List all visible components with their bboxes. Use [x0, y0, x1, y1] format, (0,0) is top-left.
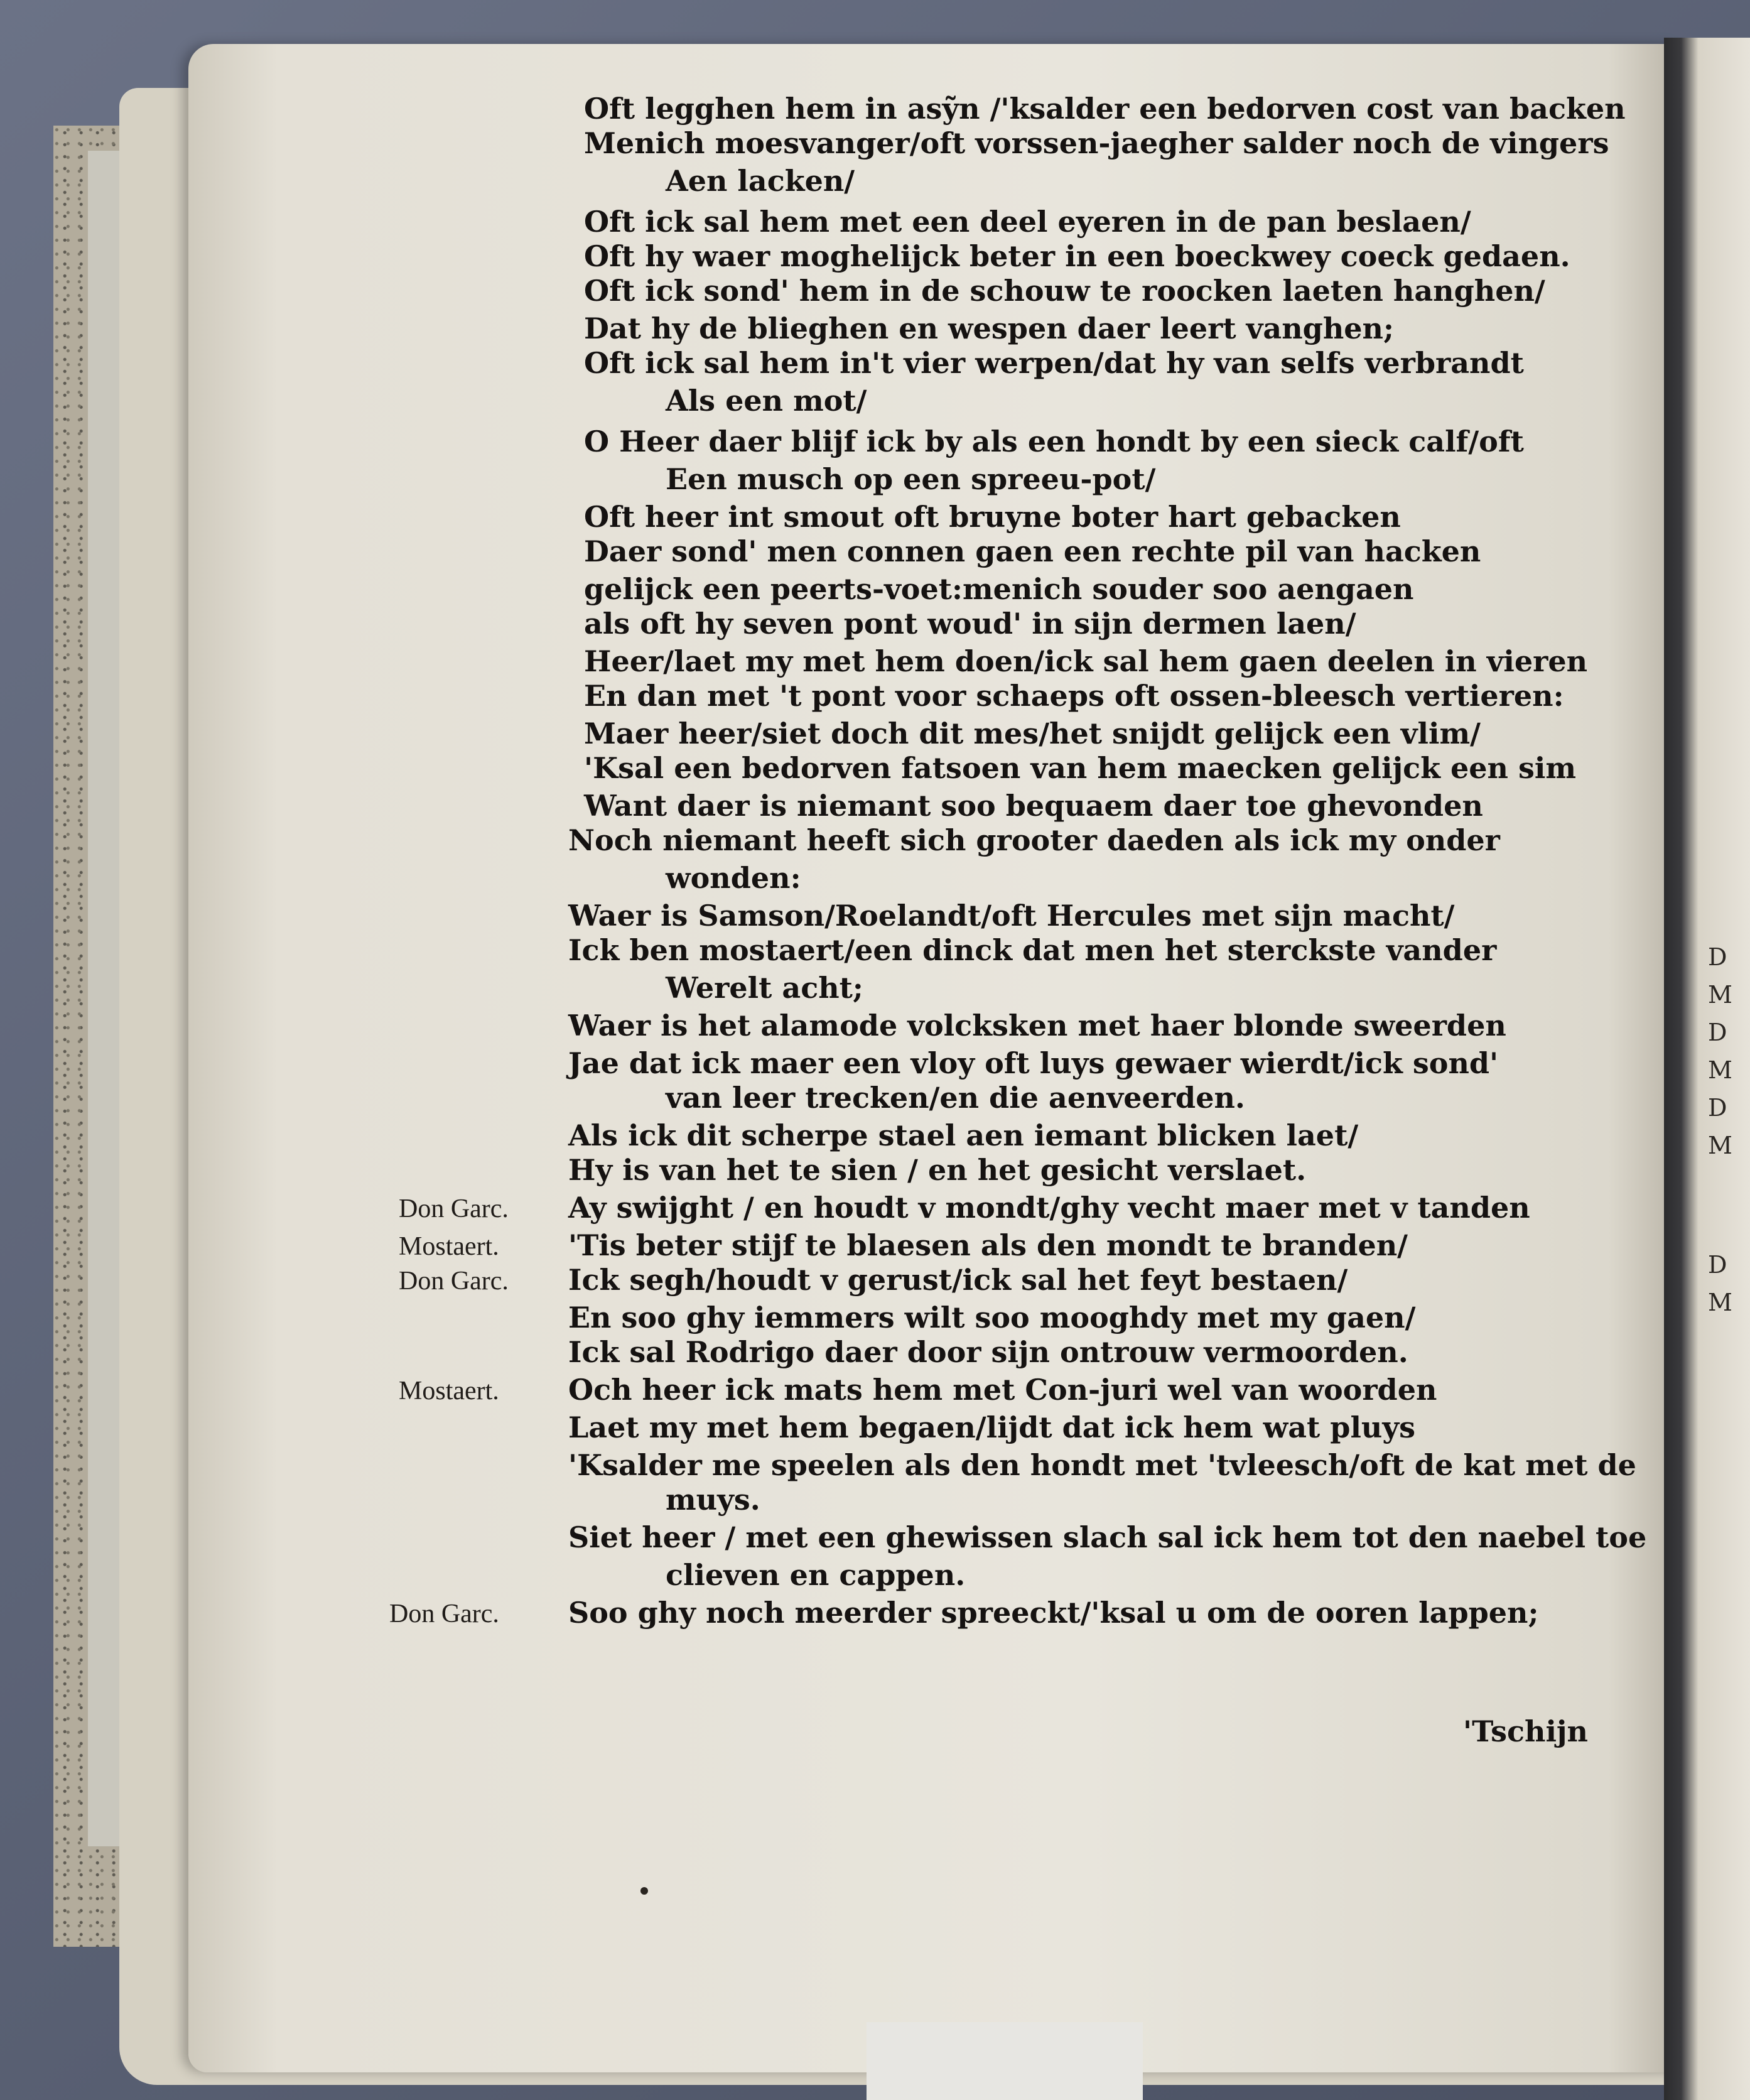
- facing-page-fragment: D: [1708, 1094, 1727, 1122]
- speaker-label: Mostaert.: [399, 1377, 499, 1405]
- verse-line: Ick ben mostaert/een dinck dat men het sterckste vander: [568, 933, 1497, 967]
- verse-line: Och heer ick mats hem met Con-juri wel van woorden: [568, 1373, 1437, 1407]
- verse-line: 'Ksalder me speelen als den hondt met 'tvleesch/oft de kat met de: [568, 1448, 1636, 1482]
- facing-page-fragment: D: [1708, 1019, 1727, 1046]
- verse-line: 'Tis beter stijf te blaesen als den mondt te branden/: [568, 1228, 1408, 1262]
- verse-line: wonden:: [666, 861, 801, 895]
- speaker-label: Mostaert.: [399, 1232, 499, 1261]
- verse-line: Daer sond' men connen gaen een rechte pil van hacken: [584, 534, 1481, 568]
- verse-line: Ick sal Rodrigo daer door sijn ontrouw vermoorden.: [568, 1335, 1408, 1369]
- verse-line: Waer is het alamode volcksken met haer blonde sweerden: [568, 1009, 1506, 1042]
- speaker-label: Don Garc.: [399, 1194, 509, 1223]
- verse-line: Heer/laet my met hem doen/ick sal hem gaen deelen in vieren: [584, 644, 1588, 678]
- verse-line: Siet heer / met een ghewissen slach sal ick hem tot den naebel toe: [568, 1520, 1647, 1554]
- speaker-label: Don Garc.: [399, 1267, 509, 1296]
- facing-page-fragment: M: [1708, 981, 1732, 1009]
- facing-page-fragment: M: [1708, 1289, 1732, 1316]
- verse-line: Menich moesvanger/oft vorssen-jaegher salder noch de vingers: [584, 126, 1609, 160]
- verse-line: gelijck een peerts-voet:menich souder soo aengaen: [584, 572, 1414, 606]
- verse-line: 'Ksal een bedorven fatsoen van hem maecken gelijck een sim: [584, 751, 1577, 785]
- ink-speck: [640, 1887, 648, 1895]
- speaker-label: Don Garc.: [389, 1599, 499, 1628]
- verse-line: Oft hy waer moghelijck beter in een boeckwey coeck gedaen.: [584, 239, 1570, 273]
- verse-line: Oft heer int smout oft bruyne boter hart gebacken: [584, 500, 1401, 534]
- verse-line: Aen lacken/: [666, 164, 855, 198]
- verse-line: Als een mot/: [666, 384, 867, 418]
- verse-line: Ay swijght / en houdt v mondt/ghy vecht maer met v tanden: [568, 1191, 1530, 1225]
- verse-line: O Heer daer blijf ick by als een hondt by een sieck calf/oft: [584, 425, 1524, 458]
- book-gutter: [1664, 38, 1750, 2100]
- verse-line: Oft ick sal hem met een deel eyeren in de pan beslaen/: [584, 205, 1471, 239]
- verse-line: Waer is Samson/Roelandt/oft Hercules met sijn macht/: [568, 899, 1455, 933]
- verse-line: Werelt acht;: [666, 971, 863, 1005]
- verse-line: Laet my met hem begaen/lijdt dat ick hem wat pluys: [568, 1410, 1416, 1444]
- verse-line: Oft legghen hem in asỹn /'ksalder een bedorven cost van backen: [584, 92, 1626, 126]
- verse-line: En dan met 't pont voor schaeps oft ossen-bleesch vertieren:: [584, 679, 1564, 713]
- verse-line: als oft hy seven pont woud' in sijn dermen laen/: [584, 607, 1356, 641]
- facing-page-fragment: D: [1708, 943, 1727, 971]
- facing-page-fragment: M: [1708, 1056, 1732, 1084]
- facing-page-fragment: D: [1708, 1251, 1727, 1279]
- verse-line: Ick segh/houdt v gerust/ick sal het feyt bestaen/: [568, 1263, 1348, 1297]
- scan-label-patch: [867, 2022, 1143, 2100]
- verse-line: Een musch op een spreeu-pot/: [666, 462, 1156, 496]
- verse-line: Oft ick sal hem in't vier werpen/dat hy van selfs verbrandt: [584, 346, 1524, 380]
- verse-line: Soo ghy noch meerder spreeckt/'ksal u om de ooren lappen;: [568, 1596, 1539, 1630]
- verse-line: Maer heer/siet doch dit mes/het snijdt gelijck een vlim/: [584, 717, 1481, 750]
- verse-line: Dat hy de blieghen en wespen daer leert vanghen;: [584, 311, 1394, 345]
- facing-page-fragment: M: [1708, 1132, 1732, 1159]
- verse-line: Hy is van het te sien / en het gesicht verslaet.: [568, 1153, 1307, 1187]
- verse-line: Want daer is niemant soo bequaem daer toe ghevonden: [584, 789, 1483, 823]
- verse-line: van leer trecken/en die aenveerden.: [666, 1081, 1245, 1115]
- verse-line: En soo ghy iemmers wilt soo mooghdy met my gaen/: [568, 1301, 1416, 1334]
- verse-line: muys.: [666, 1483, 760, 1517]
- verse-line: Jae dat ick maer een vloy oft luys gewaer wierdt/ick sond': [568, 1046, 1499, 1080]
- verse-line: Oft ick sond' hem in de schouw te roocken laeten hanghen/: [584, 274, 1545, 308]
- catchword: 'Tschijn: [1463, 1714, 1589, 1748]
- verse-line: clieven en cappen.: [666, 1558, 966, 1592]
- verse-line: Noch niemant heeft sich grooter daeden als ick my onder: [568, 823, 1500, 857]
- verse-line: Als ick dit scherpe stael aen iemant blicken laet/: [568, 1118, 1359, 1152]
